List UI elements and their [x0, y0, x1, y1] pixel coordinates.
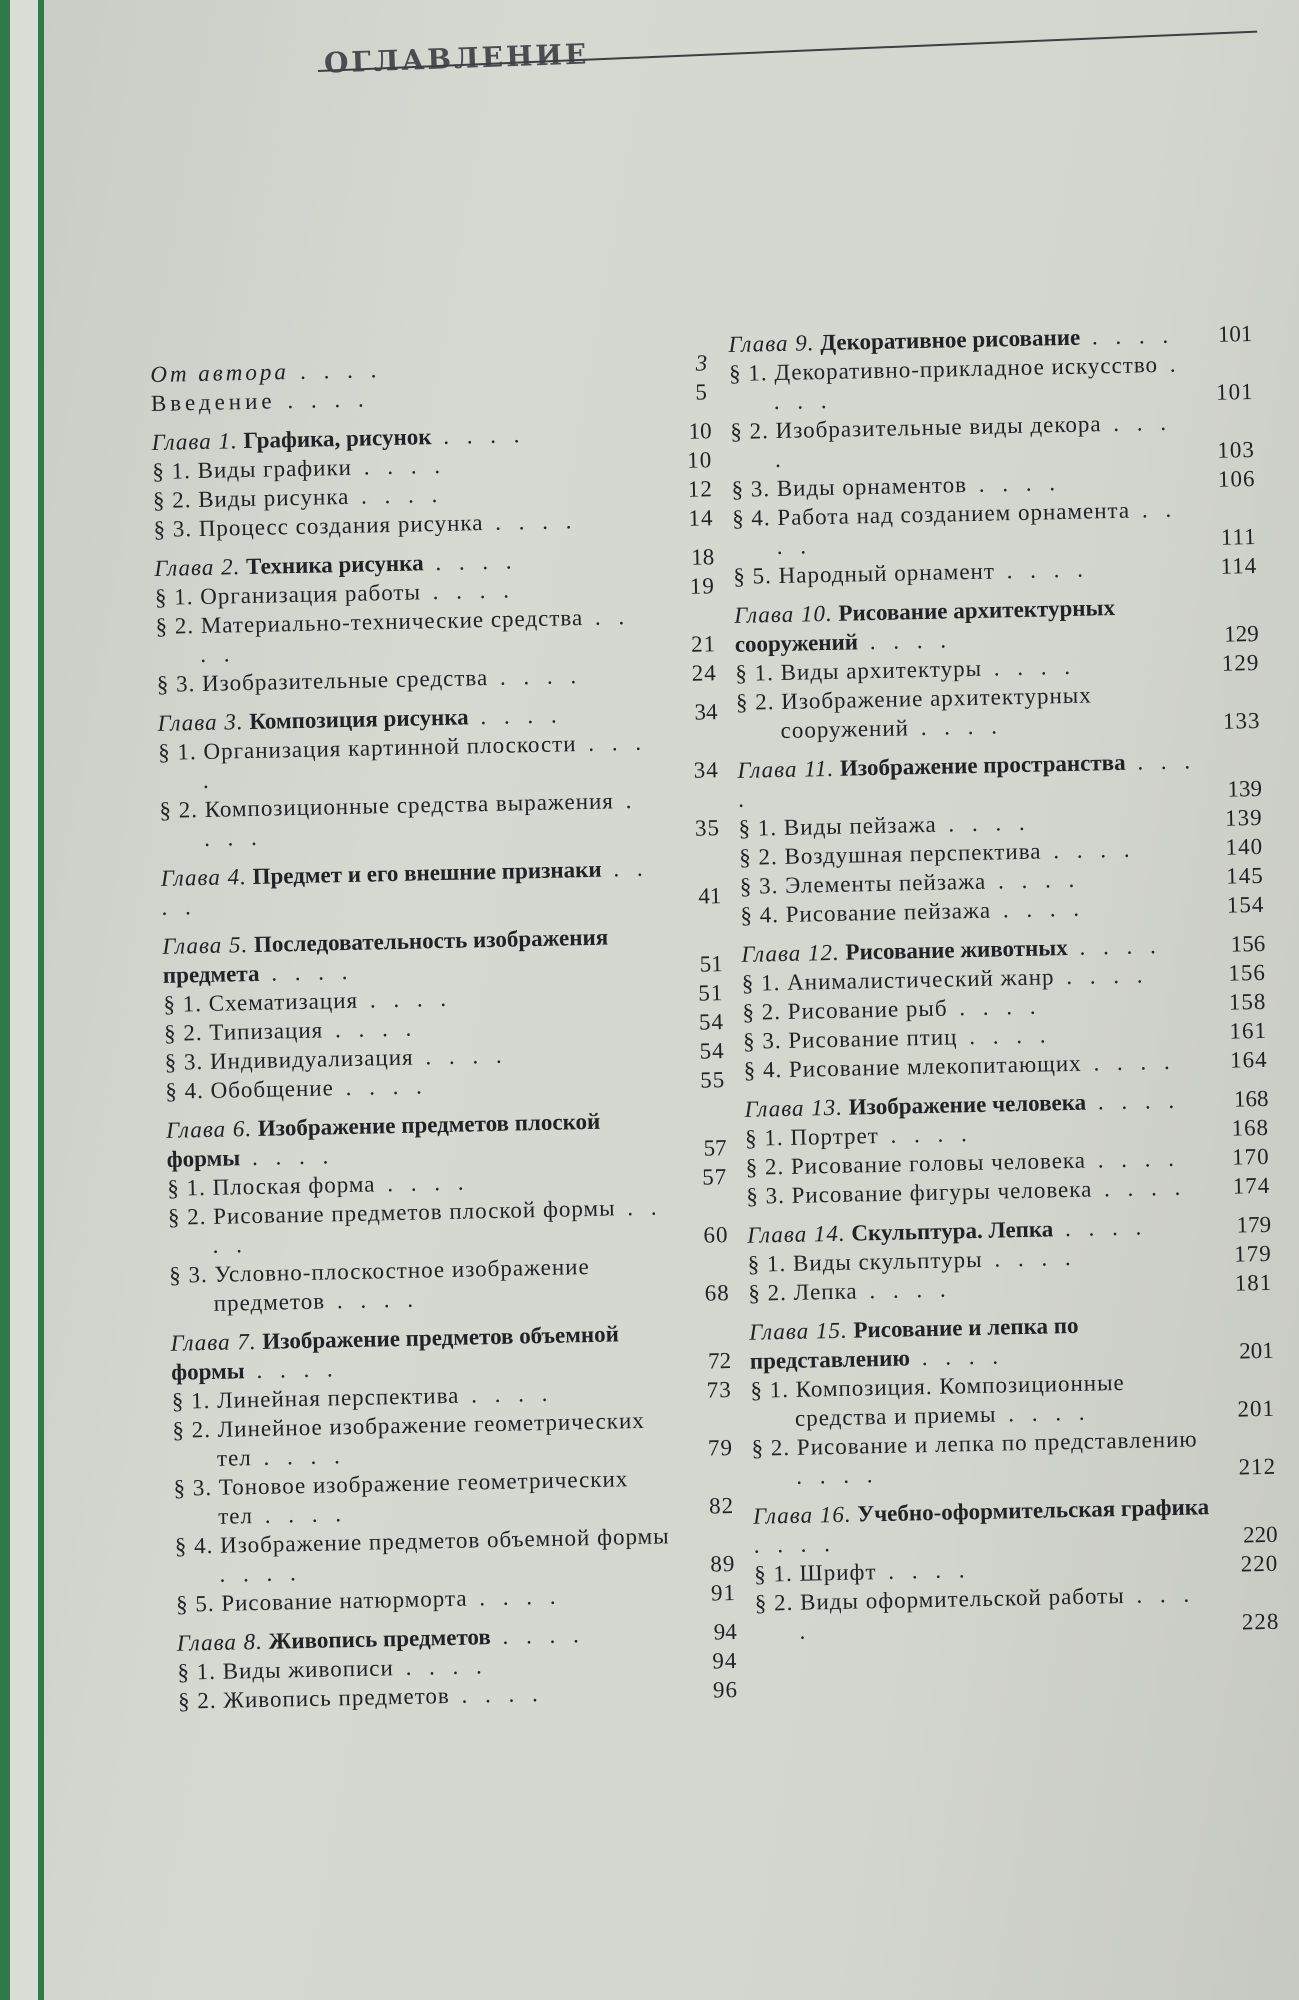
- page-number: 133: [1222, 707, 1261, 734]
- toc-chapter-entry: [753, 1491, 1278, 1560]
- chapter-label: Глава 2.: [154, 554, 241, 581]
- leader-dots: . . . .: [1092, 1174, 1187, 1202]
- leader-dots: . . . .: [431, 422, 526, 450]
- entry-text: § 3. Рисование фигуры человека: [746, 1176, 1093, 1209]
- chapter-title: Скульптура. Лепка: [851, 1216, 1054, 1246]
- entry-text: § 3. Виды орнаментов: [731, 472, 968, 502]
- entry-text: § 1. Декоративно-прикладное искусство: [728, 352, 1159, 386]
- page-number: 101: [1215, 379, 1254, 405]
- entry-text: § 4. Рисование млекопитающих: [743, 1050, 1082, 1083]
- cover-light-strip: [10, 0, 38, 2000]
- entry-text: § 4. Работа над созданием орнамента: [731, 497, 1131, 531]
- leader-dots: . . . .: [957, 1022, 1052, 1050]
- page-number: 220: [1240, 1550, 1279, 1577]
- leader-dots: . . . .: [288, 357, 384, 385]
- entry-text: § 3. Рисование птиц: [742, 1024, 958, 1054]
- chapter-title: Изображение человека: [848, 1089, 1087, 1120]
- toc-chapter-entry: [737, 745, 1262, 814]
- page-number: 170: [1231, 1143, 1270, 1170]
- page-number: 161: [1229, 1017, 1268, 1044]
- chapter-title: Рисование животных: [845, 935, 1068, 965]
- chapter-title: Техника рисунка: [245, 550, 424, 580]
- page-number: 14: [688, 505, 714, 531]
- leader-dots: . . . .: [259, 958, 354, 986]
- leader-dots: . . . .: [774, 409, 1173, 473]
- entry-text: Введение: [150, 388, 276, 416]
- entry-text: § 3. Элементы пейзажа: [739, 868, 987, 899]
- page-number: 140: [1225, 833, 1264, 860]
- chapter-label: Глава 16.: [752, 1501, 852, 1529]
- leader-dots: . . . .: [1081, 1048, 1176, 1076]
- chapter-title: Последовательность изображения предмета: [162, 924, 609, 988]
- page-number: 82: [708, 1493, 735, 1519]
- leader-dots: . . . .: [947, 993, 1042, 1021]
- leader-dots: . . . .: [413, 1042, 508, 1070]
- entry-text: § 1. Композиция. Композиционные средства и приемы: [750, 1369, 1125, 1431]
- page-number: 212: [1238, 1453, 1277, 1480]
- leader-dots: . . . .: [857, 1276, 952, 1304]
- page-number: 201: [1238, 1337, 1274, 1364]
- entry-text: § 2. Виды оформительской работы: [754, 1582, 1125, 1616]
- entry-text: § 2. Линейное изображение геометрических тел: [172, 1407, 645, 1471]
- page-number: 114: [1220, 552, 1258, 579]
- page-number: 60: [703, 1222, 729, 1248]
- leader-dots: . . . .: [219, 1560, 302, 1587]
- page-number: 156: [1230, 930, 1266, 957]
- chapter-label: Глава 14.: [746, 1220, 846, 1248]
- leader-dots: . . . .: [423, 548, 518, 576]
- entry-text: § 1. Виды живописи: [177, 1655, 395, 1685]
- chapter-title: Изображение предметов объемной формы: [170, 1321, 620, 1385]
- toc-section-entry: [729, 348, 1254, 417]
- leader-dots: . . . .: [1079, 322, 1175, 350]
- entry-text: § 2. Рисование головы человека: [745, 1147, 1087, 1180]
- page-number: 34: [693, 757, 719, 783]
- entry-text: § 2. Рисование рыб: [742, 995, 948, 1025]
- leader-dots: . . . .: [996, 1399, 1091, 1427]
- chapter-title: Декоративное рисование: [819, 324, 1081, 356]
- chapter-title: Живопись предметов: [268, 1624, 492, 1654]
- page-number: 179: [1236, 1211, 1272, 1238]
- chapter-title: Композиция рисунка: [249, 704, 469, 734]
- leader-dots: . . . .: [351, 452, 447, 480]
- leader-dots: . . . .: [966, 470, 1062, 498]
- page-number: 89: [710, 1551, 736, 1577]
- entry-text: § 2. Композиционные средства выражения: [159, 788, 615, 823]
- chapter-title: Изображение пространства: [839, 749, 1126, 781]
- leader-dots: . . . .: [1053, 1214, 1148, 1242]
- toc-section-entry: [751, 1423, 1276, 1492]
- page-number: 3: [695, 350, 711, 376]
- page-number: 139: [1224, 804, 1263, 831]
- leader-dots: . . . .: [876, 1557, 971, 1585]
- entry-text: § 1. Виды скульптуры: [747, 1246, 983, 1277]
- leader-dots: . . . .: [985, 866, 1081, 894]
- entry-text: § 2. Живопись предметов: [177, 1683, 451, 1714]
- page-number: 51: [699, 951, 724, 977]
- leader-dots: . . . .: [1085, 1145, 1181, 1173]
- leader-dots: . . . .: [203, 787, 638, 851]
- leader-dots: . . . .: [244, 1356, 339, 1384]
- leader-dots: . . . .: [795, 1462, 879, 1489]
- toc-chapter-entry: [161, 852, 722, 922]
- toc-section-entry: [169, 1249, 730, 1319]
- leader-dots: . . . .: [324, 1286, 420, 1314]
- page-number: 103: [1217, 436, 1256, 463]
- chapter-label: Глава 1.: [151, 428, 238, 455]
- page-number: 139: [1227, 775, 1263, 802]
- chapter-label: Глава 9.: [728, 330, 815, 357]
- leader-dots: . . . .: [753, 1531, 837, 1558]
- entry-text: § 2. Изображение архитектурных сооружений: [735, 682, 1092, 743]
- entry-text: § 1. Виды пейзажа: [738, 811, 937, 841]
- toc-right-column: [728, 309, 1280, 1647]
- toc-section-entry: [730, 406, 1255, 475]
- page-number: 12: [687, 476, 714, 502]
- leader-dots: . . . .: [420, 577, 516, 605]
- chapter-label: Глава 10.: [733, 600, 833, 628]
- toc-section-entry: [159, 784, 720, 854]
- chapter-label: Глава 15.: [748, 1317, 848, 1345]
- chapter-title: Рисование и лепка по представлению: [749, 1312, 1079, 1374]
- page-number: 158: [1228, 988, 1267, 1015]
- chapter-label: Глава 8.: [176, 1628, 264, 1656]
- page-number: 55: [699, 1067, 726, 1093]
- entry-text: § 1. Схематизация: [163, 987, 359, 1017]
- chapter-title: Рисование архитектурных сооружений: [734, 594, 1116, 657]
- page-number: 24: [691, 660, 717, 686]
- leader-dots: . . . .: [333, 1073, 429, 1101]
- entry-text: § 1. Организация работы: [154, 579, 422, 610]
- page-number: 174: [1232, 1172, 1271, 1199]
- entry-text: § 3. Процесс создания рисунка: [153, 510, 484, 542]
- leader-dots: . . . .: [239, 1143, 335, 1171]
- page-number: 35: [694, 815, 721, 841]
- leader-dots: . . . .: [202, 729, 648, 793]
- leader-dots: . . . .: [357, 985, 453, 1013]
- leader-dots: . . . .: [252, 1501, 348, 1529]
- leader-dots: . . . .: [981, 653, 1077, 681]
- page-number: 91: [710, 1580, 737, 1606]
- chapter-label: Глава 13.: [744, 1094, 844, 1122]
- page-number: 94: [712, 1647, 738, 1674]
- entry-text: § 2. Изобразительные виды декора: [730, 411, 1102, 444]
- entry-text: § 2. Виды рисунка: [152, 483, 350, 513]
- page-number: 54: [698, 1009, 725, 1035]
- leader-dots: . . . .: [467, 1583, 562, 1611]
- chapter-title: Изображение предметов плоской формы: [166, 1108, 601, 1172]
- entry-text: § 3. Условно-плоскостное изображение предметов: [168, 1253, 590, 1316]
- page-number: 19: [689, 573, 716, 599]
- leader-dots: . . . .: [275, 386, 370, 414]
- entry-text: § 4. Обобщение: [165, 1075, 335, 1104]
- chapter-label: Глава 6.: [165, 1116, 253, 1143]
- page-number: 156: [1228, 959, 1267, 986]
- entry-text: § 1. Портрет: [744, 1123, 880, 1151]
- leader-dots: . . . .: [982, 1244, 1077, 1272]
- leader-dots: . . . .: [212, 1194, 663, 1258]
- leader-dots: . . . .: [994, 556, 1090, 584]
- chapter-label: Глава 7.: [170, 1328, 257, 1356]
- page-number: 10: [688, 418, 712, 444]
- leader-dots: . . . .: [909, 1343, 1005, 1371]
- page-number: 181: [1234, 1269, 1273, 1296]
- page-number: 179: [1233, 1240, 1272, 1267]
- entry-text: § 5. Народный орнамент: [733, 558, 996, 589]
- page-number: 168: [1231, 1114, 1270, 1141]
- page-number: 57: [701, 1164, 728, 1190]
- page-number: 21: [690, 631, 717, 657]
- page-number: 73: [706, 1377, 732, 1403]
- entry-text: § 1. Линейная перспектива: [171, 1382, 460, 1414]
- chapter-label: Глава 12.: [741, 939, 841, 967]
- page-title: ОГЛАВЛЕНИЕ: [323, 37, 590, 80]
- page-number: 94: [713, 1618, 738, 1645]
- page-number: 168: [1233, 1085, 1269, 1112]
- leader-dots: . . . .: [1067, 933, 1162, 961]
- toc-section-entry: [732, 493, 1257, 562]
- chapter-title: Графика, рисунок: [243, 424, 432, 454]
- toc-left-column: [150, 348, 738, 1715]
- leader-dots: . . . .: [393, 1653, 489, 1681]
- leader-dots: . . . .: [199, 604, 631, 668]
- entry-text: § 2. Воздушная перспектива: [738, 838, 1042, 870]
- chapter-label: Глава 5.: [162, 932, 249, 959]
- page-number: 220: [1242, 1521, 1278, 1548]
- toc-section-entry: [750, 1365, 1275, 1434]
- entry-text: § 2. Рисование предметов плоской формы: [167, 1195, 616, 1230]
- entry-text: § 1. Организация картинной плоскости: [157, 731, 577, 765]
- toc-chapter-entry: [749, 1307, 1274, 1376]
- chapter-label: Глава 11.: [737, 755, 835, 783]
- page-number: 10: [686, 447, 713, 473]
- page-number: 154: [1226, 891, 1265, 918]
- page-number: 79: [707, 1435, 734, 1461]
- entry-text: § 3. Тоновое изображение геометрических тел: [173, 1466, 629, 1529]
- entry-text: § 1. Шрифт: [754, 1559, 877, 1587]
- entry-text: § 2. Лепка: [748, 1278, 858, 1306]
- page-number: 72: [707, 1348, 732, 1374]
- entry-text: § 1. Виды архитектуры: [735, 655, 983, 686]
- chapter-title: Предмет и его внешние признаки: [252, 856, 602, 889]
- leader-dots: . . . .: [375, 1169, 470, 1197]
- chapter-title: Учебно-оформительская графика: [857, 1494, 1210, 1527]
- leader-dots: . . . .: [737, 748, 1197, 812]
- page-number: 34: [694, 699, 718, 725]
- page-number: 68: [704, 1280, 730, 1306]
- entry-text: § 4. Рисование пейзажа: [740, 897, 992, 928]
- entry-text: § 2. Рисование и лепка по представлению: [751, 1426, 1198, 1461]
- page-number: 228: [1241, 1608, 1280, 1635]
- leader-dots: . . . .: [936, 809, 1031, 837]
- page-number: 51: [698, 980, 724, 1006]
- entry-text: § 4. Изображение предметов объемной формы: [174, 1523, 670, 1559]
- page-number: 129: [1221, 649, 1260, 676]
- leader-dots: . . . .: [878, 1121, 974, 1149]
- page-number: 54: [699, 1038, 725, 1064]
- page-number: 18: [690, 544, 715, 570]
- entry-text: От автора: [150, 359, 290, 387]
- page-number: 145: [1225, 862, 1265, 889]
- entry-text: § 5. Рисование натюрморта: [175, 1585, 468, 1617]
- leader-dots: . . . .: [1041, 836, 1136, 864]
- leader-dots: . . . .: [468, 702, 563, 730]
- leader-dots: . . . .: [322, 1015, 418, 1043]
- toc-section-entry: [736, 677, 1261, 746]
- leader-dots: . . . .: [776, 496, 1178, 560]
- leader-dots: . . . .: [161, 855, 649, 920]
- leader-dots: . . . .: [799, 1581, 1196, 1644]
- toc-chapter-entry: [734, 590, 1259, 659]
- page-number: 41: [698, 883, 722, 909]
- leader-dots: . . . .: [349, 481, 444, 509]
- leader-dots: . . . .: [449, 1681, 545, 1709]
- entry-text: § 2. Типизация: [163, 1017, 324, 1046]
- entry-text: § 3. Изобразительные средства: [156, 664, 489, 697]
- entry-text: § 1. Анималистический жанр: [741, 964, 1055, 996]
- page-number: 5: [695, 379, 712, 405]
- page-number: 129: [1223, 620, 1259, 647]
- leader-dots: . . . .: [490, 1622, 585, 1650]
- chapter-label: Глава 4.: [160, 864, 248, 891]
- leader-dots: . . . .: [773, 351, 1182, 415]
- leader-dots: . . . .: [908, 713, 1004, 741]
- page-number: 111: [1220, 523, 1257, 550]
- page-number: 106: [1217, 465, 1256, 492]
- entry-text: § 1. Виды графики: [152, 454, 353, 484]
- entry-text: § 3. Индивидуализация: [164, 1044, 414, 1075]
- toc-section-entry: [755, 1578, 1280, 1647]
- page-number: 57: [703, 1135, 727, 1161]
- leader-dots: . . . .: [990, 895, 1086, 923]
- entry-text: § 1. Плоская форма: [167, 1171, 376, 1201]
- leader-dots: . . . .: [459, 1380, 554, 1408]
- leader-dots: . . . .: [1054, 962, 1149, 990]
- entry-text: § 2. Материально-технические средства: [155, 604, 584, 639]
- page-number: 101: [1217, 321, 1253, 347]
- leader-dots: . . . .: [857, 627, 953, 655]
- page-number: 201: [1237, 1395, 1276, 1422]
- leader-dots: . . . .: [251, 1443, 347, 1471]
- leader-dots: . . . .: [1085, 1087, 1181, 1115]
- chapter-label: Глава 3.: [157, 709, 244, 736]
- page-number: 164: [1229, 1046, 1268, 1073]
- leader-dots: . . . .: [487, 663, 583, 690]
- page-number: 96: [712, 1676, 739, 1703]
- leader-dots: . . . .: [483, 508, 578, 536]
